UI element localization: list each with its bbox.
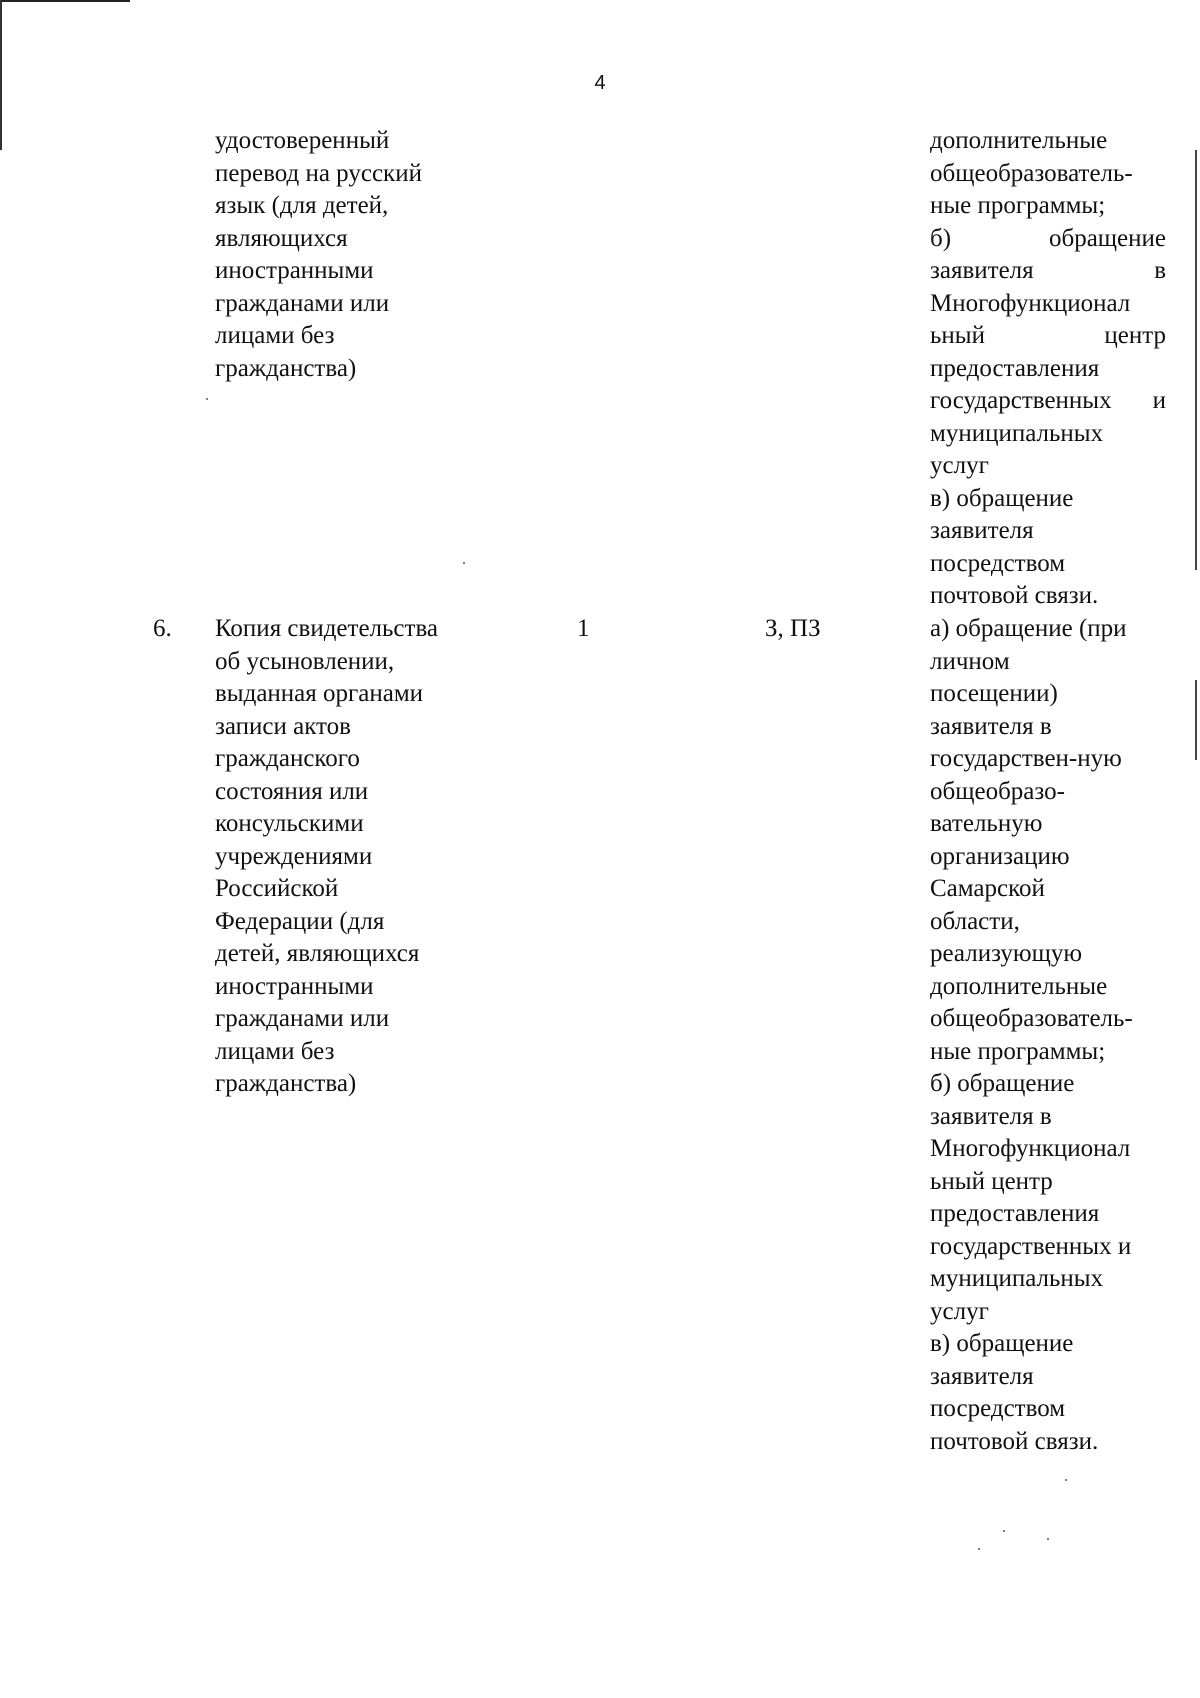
document-name-line: записи актов — [215, 712, 351, 740]
submission-method-line: муниципальных — [930, 419, 1104, 447]
document-name-line: гражданами или — [215, 289, 390, 317]
document-name-line: лицами без — [215, 322, 335, 349]
document-name-line: Российской — [215, 875, 339, 902]
submission-method-line: предоставления — [930, 354, 1100, 382]
justified-word: в — [1154, 257, 1166, 284]
submission-method-line: общеобразователь- — [930, 159, 1133, 187]
document-name-line: перевод на русский — [215, 159, 422, 187]
submission-method-line: б) обращение — [930, 1070, 1075, 1097]
document-name-line: детей, являющихся — [215, 940, 420, 967]
submission-method-line: области, — [930, 907, 1020, 935]
scan-speck — [1047, 1538, 1049, 1540]
document-name-line: учреждениями — [215, 842, 373, 870]
document-name-line: гражданства) — [215, 1070, 357, 1097]
document-name-line: удостоверенный — [215, 127, 390, 154]
document-name-line: консульскими — [215, 810, 364, 837]
justified-word: государственных — [930, 387, 1112, 414]
scan-speck — [463, 562, 465, 564]
submission-method-line: реализующую — [930, 940, 1083, 967]
submission-method-line: в) обращение — [930, 484, 1074, 512]
document-name-line: гражданами или — [215, 1005, 390, 1032]
submission-method-line: муниципальных — [930, 1265, 1104, 1292]
submission-method-line: ные программы; — [930, 1037, 1106, 1065]
justified-word: центр — [1104, 322, 1166, 349]
scan-speck — [206, 398, 208, 400]
submission-method-line: заявителя — [930, 1362, 1034, 1390]
submission-method-line: посещении) — [930, 680, 1058, 707]
submission-method-line: услуг — [930, 452, 989, 479]
submission-method-line: заявителя в — [930, 712, 1052, 740]
submission-method-line: личном — [930, 647, 1010, 675]
submission-method-line: почтовой связи. — [930, 1427, 1099, 1455]
submission-method-line: вательную — [930, 810, 1043, 837]
submission-method-line: Многофункционал — [930, 289, 1131, 317]
document-name-line: лицами без — [215, 1037, 335, 1065]
submission-method-line — [930, 320, 1166, 353]
document-name-line: Копия свидетельства — [215, 615, 439, 642]
justified-word: б) — [930, 224, 952, 252]
scan-edge-right-lower — [1195, 680, 1197, 760]
submission-method-line: посредством — [930, 549, 1066, 577]
quantity-cell: 1 — [577, 615, 590, 642]
document-name-line: об усыновлении, — [215, 647, 395, 675]
submission-method-line: государствен-ную — [930, 745, 1122, 772]
submission-method-line: государственных и — [930, 1232, 1132, 1260]
document-name-line: выданная органами — [215, 680, 424, 707]
continued-document-cell — [215, 125, 422, 385]
submission-method-line: в) обращение — [930, 1330, 1074, 1357]
document-name-cell — [215, 613, 438, 1101]
submission-method-cell — [930, 613, 1133, 1458]
document-name-line: Федерации (для — [215, 907, 385, 935]
submission-method-line: а) обращение (при — [930, 615, 1127, 642]
scan-speck — [1003, 1530, 1005, 1532]
page-number: 4 — [594, 72, 606, 94]
submission-method-line — [930, 385, 1166, 418]
justified-word: обращение — [1048, 224, 1166, 252]
document-name-line: иностранными — [215, 972, 374, 1000]
submission-method-line: общеобразователь- — [930, 1005, 1133, 1032]
document-name-line: состояния или — [215, 777, 369, 805]
submission-method-line: Самарской — [930, 875, 1045, 902]
submission-method-line: организацию — [930, 842, 1070, 870]
submission-method-line — [930, 255, 1166, 288]
document-name-line: гражданского — [215, 745, 360, 772]
scan-edge-right — [1195, 150, 1197, 570]
submission-method-line: почтовой связи. — [930, 582, 1099, 609]
submission-method-line: предоставления — [930, 1200, 1100, 1227]
continued-method-cell — [930, 125, 1166, 613]
scan-speck — [978, 1548, 980, 1550]
document-name-line: гражданства) — [215, 354, 357, 382]
row-number: 6. — [153, 615, 172, 642]
document-name-line: иностранными — [215, 257, 374, 284]
submission-method-line: заявителя — [930, 517, 1034, 544]
submission-method-line: ные программы; — [930, 192, 1106, 219]
document-name-line: язык (для детей, — [215, 192, 389, 219]
justified-word: и — [1152, 387, 1166, 414]
submission-method-line: общеобразо- — [930, 777, 1065, 805]
justified-word: заявителя — [930, 257, 1034, 284]
document-name-line: являющихся — [215, 224, 348, 252]
submission-method-line — [930, 223, 1166, 256]
scan-edge-top — [0, 0, 130, 2]
submission-method-line: дополнительные — [930, 127, 1108, 154]
submission-method-line: заявителя в — [930, 1102, 1052, 1130]
submission-method-line: услуг — [930, 1297, 989, 1325]
scan-speck — [1065, 1479, 1067, 1481]
submission-method-line: ьный центр — [930, 1167, 1053, 1195]
justified-word: ьный — [930, 322, 985, 349]
submission-method-line: Многофункционал — [930, 1135, 1131, 1162]
submission-method-line: посредством — [930, 1395, 1066, 1422]
submission-method-line: дополнительные — [930, 972, 1108, 1000]
document-type-cell: З, ПЗ — [765, 615, 821, 642]
